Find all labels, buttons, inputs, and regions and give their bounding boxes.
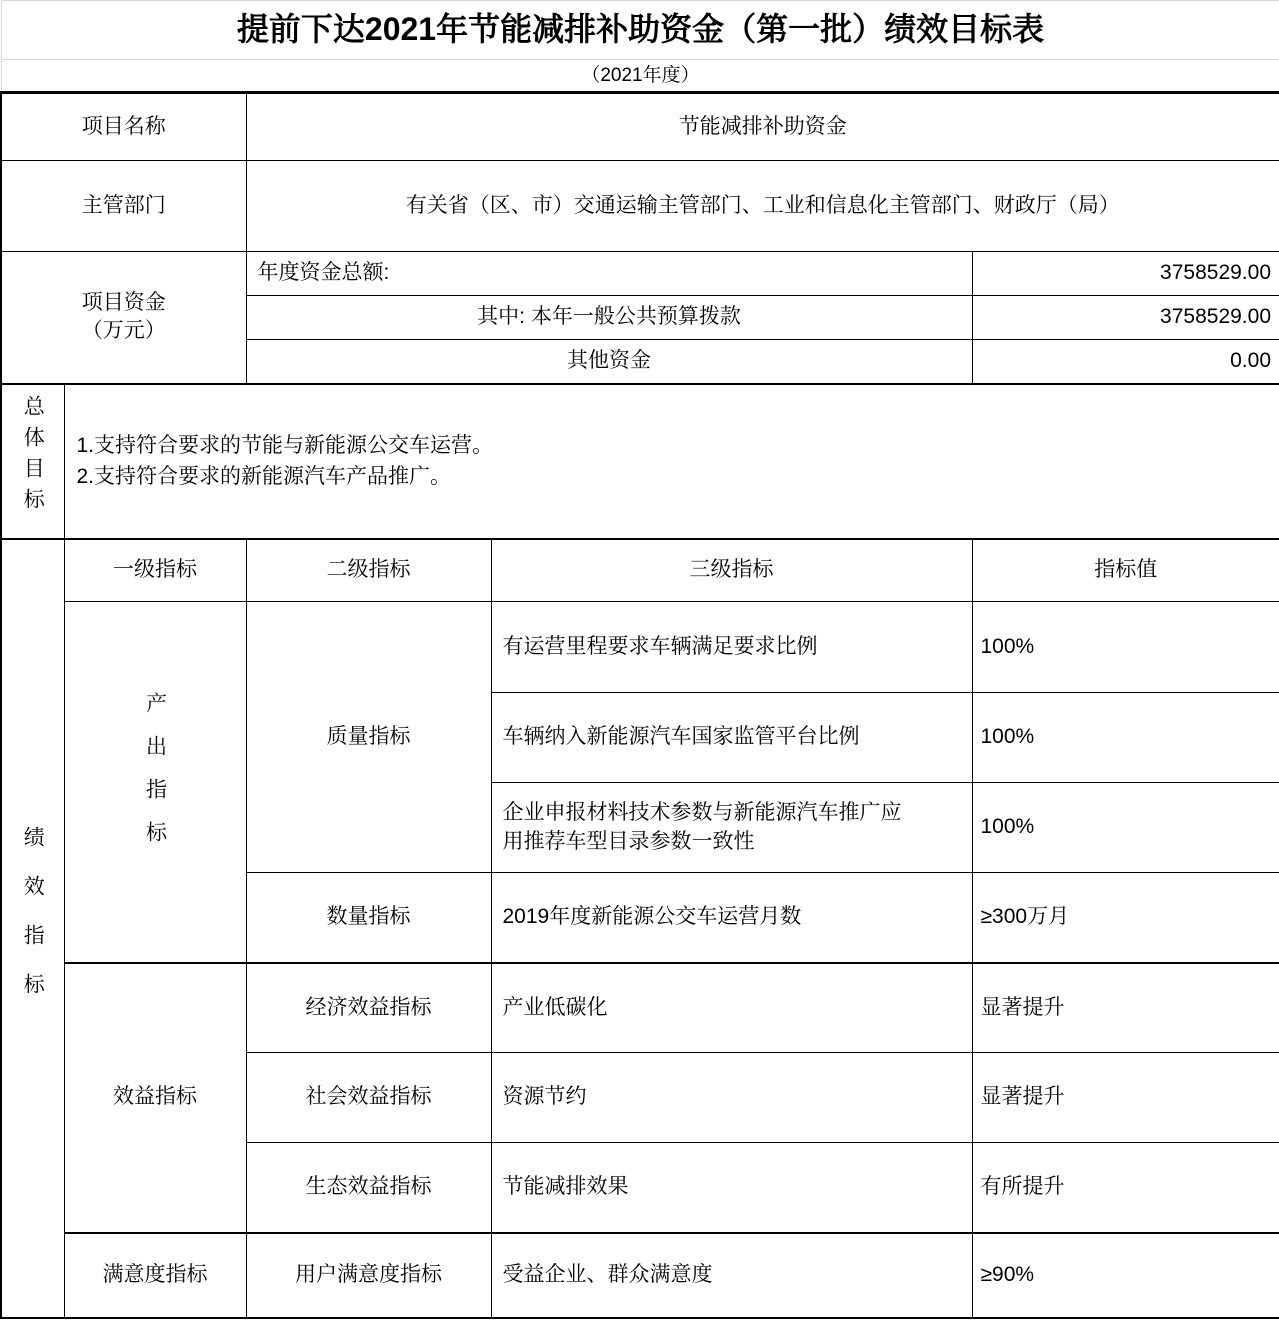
project-name-label: 项目名称 bbox=[1, 93, 246, 161]
level2-economic-benefit: 经济效益指标 bbox=[246, 963, 491, 1053]
document-subtitle: （2021年度） bbox=[1, 60, 1279, 93]
title-row bbox=[1, 1, 1279, 60]
value-cell: 显著提升 bbox=[972, 1053, 1279, 1143]
header-level2: 二级指标 bbox=[246, 539, 491, 602]
level3-cell: 2019年度新能源公交车运营月数 bbox=[491, 873, 972, 963]
funds-label-line1: 项目资金 bbox=[81, 290, 166, 314]
performance-indicator-label-text: 绩效指标 bbox=[21, 825, 45, 1022]
level2-quantity-indicator: 数量指标 bbox=[246, 873, 491, 963]
level3-cell: 车辆纳入新能源汽车国家监管平台比例 bbox=[491, 693, 972, 783]
overall-goal-line-1: 1.支持符合要求的节能与新能源公交车运营。 bbox=[76, 434, 494, 457]
header-level1: 一级指标 bbox=[64, 539, 246, 602]
level1-satisfaction-indicator: 满意度指标 bbox=[64, 1233, 246, 1318]
value-cell: 100% bbox=[972, 693, 1279, 783]
level2-quality-indicator: 质量指标 bbox=[246, 602, 491, 873]
overall-goal-label bbox=[1, 384, 64, 539]
project-name-value: 节能减排补助资金 bbox=[246, 93, 1279, 161]
level1-output-indicator-text: 产出指标 bbox=[143, 691, 167, 864]
funds-total-value: 3758529.00 bbox=[972, 252, 1279, 296]
funds-label-line2: （万元） bbox=[81, 319, 166, 343]
indicator-row bbox=[1, 963, 1279, 1053]
value-cell: ≥300万月 bbox=[972, 873, 1279, 963]
level2-user-satisfaction: 用户满意度指标 bbox=[246, 1233, 491, 1318]
overall-goal-content bbox=[64, 384, 1279, 539]
department-value: 有关省（区、市）交通运输主管部门、工业和信息化主管部门、财政厅（局） bbox=[246, 161, 1279, 252]
funds-budget-value: 3758529.00 bbox=[972, 296, 1279, 340]
indicator-row bbox=[1, 602, 1279, 693]
indicator-row bbox=[1, 1233, 1279, 1318]
document-title: 提前下达2021年节能减排补助资金（第一批）绩效目标表 bbox=[1, 1, 1279, 60]
funds-budget-label: 其中: 本年一般公共预算拨款 bbox=[246, 296, 972, 340]
funds-other-value: 0.00 bbox=[972, 340, 1279, 384]
overall-goal-label-text: 总体目标 bbox=[21, 394, 45, 519]
level2-ecological-benefit: 生态效益指标 bbox=[246, 1143, 491, 1233]
level3-cell: 受益企业、群众满意度 bbox=[491, 1233, 972, 1318]
department-label: 主管部门 bbox=[1, 161, 246, 252]
funds-total-label: 年度资金总额: bbox=[246, 252, 972, 296]
value-cell: 100% bbox=[972, 783, 1279, 873]
department-row bbox=[1, 161, 1279, 252]
value-cell: 100% bbox=[972, 602, 1279, 693]
header-level3: 三级指标 bbox=[491, 539, 972, 602]
header-value: 指标值 bbox=[972, 539, 1279, 602]
performance-indicator-label bbox=[1, 539, 64, 1318]
funds-label bbox=[1, 252, 246, 384]
subtitle-row bbox=[1, 60, 1279, 93]
value-cell: 有所提升 bbox=[972, 1143, 1279, 1233]
level3-cell: 有运营里程要求车辆满足要求比例 bbox=[491, 602, 972, 693]
level3-cell: 节能减排效果 bbox=[491, 1143, 972, 1233]
value-cell: 显著提升 bbox=[972, 963, 1279, 1053]
value-cell: ≥90% bbox=[972, 1233, 1279, 1318]
level1-benefit-indicator: 效益指标 bbox=[64, 963, 246, 1233]
level1-output-indicator bbox=[64, 602, 246, 963]
level2-social-benefit: 社会效益指标 bbox=[246, 1053, 491, 1143]
overall-goal-line-2: 2.支持符合要求的新能源汽车产品推广。 bbox=[76, 465, 452, 488]
project-name-row bbox=[1, 93, 1279, 161]
funds-other-label: 其他资金 bbox=[246, 340, 972, 384]
level3-cell: 资源节约 bbox=[491, 1053, 972, 1143]
funds-total-row bbox=[1, 252, 1279, 296]
level3-cell: 企业申报材料技术参数与新能源汽车推广应用推荐车型目录参数一致性 bbox=[491, 783, 972, 873]
level3-cell: 产业低碳化 bbox=[491, 963, 972, 1053]
indicator-header-row bbox=[1, 539, 1279, 602]
overall-goal-row bbox=[1, 384, 1279, 539]
